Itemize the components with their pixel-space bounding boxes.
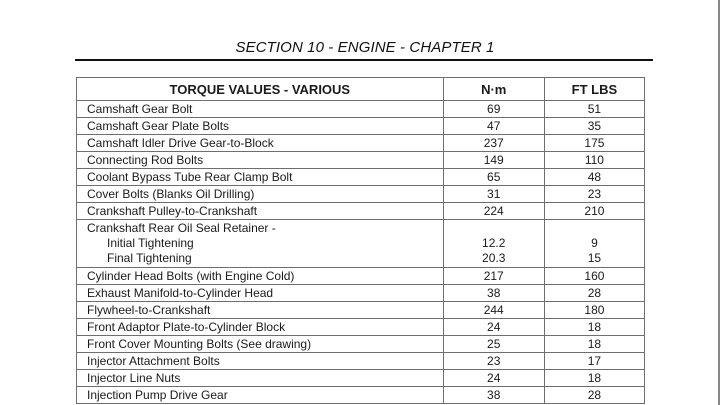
item-name: Crankshaft Pulley-to-Crankshaft (77, 203, 444, 220)
item-name: Camshaft Idler Drive Gear-to-Block (77, 135, 444, 152)
value-nm: 47 (443, 118, 544, 135)
value-ftlbs: 17 (544, 353, 644, 370)
value-ftlbs: 110 (544, 152, 644, 169)
table-row (77, 203, 645, 220)
table-row (77, 302, 645, 319)
item-name: Injection Pump Drive Gear (77, 387, 444, 404)
title-rule (75, 59, 653, 61)
item-name: Camshaft Gear Plate Bolts (77, 118, 444, 135)
column-header-item: TORQUE VALUES - VARIOUS (77, 78, 444, 101)
table-row (77, 370, 645, 387)
value-ftlbs: 18 (544, 319, 644, 336)
table-row (77, 353, 645, 370)
column-header-ftlbs: FT LBS (544, 78, 644, 101)
value-nm: 38 (443, 387, 544, 404)
value-ftlbs: 28 (544, 285, 644, 302)
table-row (77, 186, 645, 203)
table-row (77, 101, 645, 118)
value-nm: 217 (443, 268, 544, 285)
table-row (77, 268, 645, 285)
table-row (77, 152, 645, 169)
item-name: Front Adaptor Plate-to-Cylinder Block (77, 319, 444, 336)
table-row (77, 169, 645, 186)
value-nm: 224 (443, 203, 544, 220)
column-header-nm: N·m (443, 78, 544, 101)
value-ftlbs: 35 (544, 118, 644, 135)
table-row-multistep (77, 220, 645, 268)
value-ftlbs-group (544, 220, 644, 268)
table-row (77, 135, 645, 152)
value-nm: 244 (443, 302, 544, 319)
section-title: SECTION 10 - ENGINE - CHAPTER 1 (235, 39, 495, 56)
table-header-row (77, 78, 645, 101)
table-row (77, 387, 645, 404)
sub-item-name: Initial Tightening (107, 236, 194, 250)
item-name: Camshaft Gear Bolt (77, 101, 444, 118)
value-nm: 24 (443, 319, 544, 336)
item-name-group (77, 220, 444, 268)
item-name: Crankshaft Rear Oil Seal Retainer - (87, 221, 276, 235)
value-ftlbs: 18 (544, 370, 644, 387)
item-name: Flywheel-to-Crankshaft (77, 302, 444, 319)
value-nm: 12.2 (482, 236, 506, 250)
value-ftlbs: 18 (544, 336, 644, 353)
item-name: Injector Attachment Bolts (77, 353, 444, 370)
value-ftlbs: 160 (544, 268, 644, 285)
value-nm: 69 (443, 101, 544, 118)
value-ftlbs: 48 (544, 169, 644, 186)
value-ftlbs: 51 (544, 101, 644, 118)
value-nm: 24 (443, 370, 544, 387)
value-ftlbs: 180 (544, 302, 644, 319)
table-row (77, 336, 645, 353)
item-name: Coolant Bypass Tube Rear Clamp Bolt (77, 169, 444, 186)
value-nm: 25 (443, 336, 544, 353)
item-name: Cylinder Head Bolts (with Engine Cold) (77, 268, 444, 285)
value-ftlbs: 23 (544, 186, 644, 203)
value-ftlbs: 9 (591, 236, 598, 250)
torque-values-table (76, 77, 645, 404)
item-name: Front Cover Mounting Bolts (See drawing) (77, 336, 444, 353)
value-ftlbs: 15 (587, 251, 602, 265)
item-name: Connecting Rod Bolts (77, 152, 444, 169)
value-nm: 38 (443, 285, 544, 302)
table-row (77, 285, 645, 302)
value-nm: 31 (443, 186, 544, 203)
value-ftlbs: 210 (544, 203, 644, 220)
value-nm: 23 (443, 353, 544, 370)
table-row (77, 319, 645, 336)
item-name: Injector Line Nuts (77, 370, 444, 387)
item-name: Cover Bolts (Blanks Oil Drilling) (77, 186, 444, 203)
value-ftlbs: 175 (544, 135, 644, 152)
value-nm-group (443, 220, 544, 268)
item-name: Exhaust Manifold-to-Cylinder Head (77, 285, 444, 302)
value-nm: 149 (443, 152, 544, 169)
value-nm: 65 (443, 169, 544, 186)
value-ftlbs: 28 (544, 387, 644, 404)
value-nm: 237 (443, 135, 544, 152)
sub-item-name: Final Tightening (107, 251, 192, 265)
table-row (77, 118, 645, 135)
value-nm: 20.3 (482, 251, 506, 265)
